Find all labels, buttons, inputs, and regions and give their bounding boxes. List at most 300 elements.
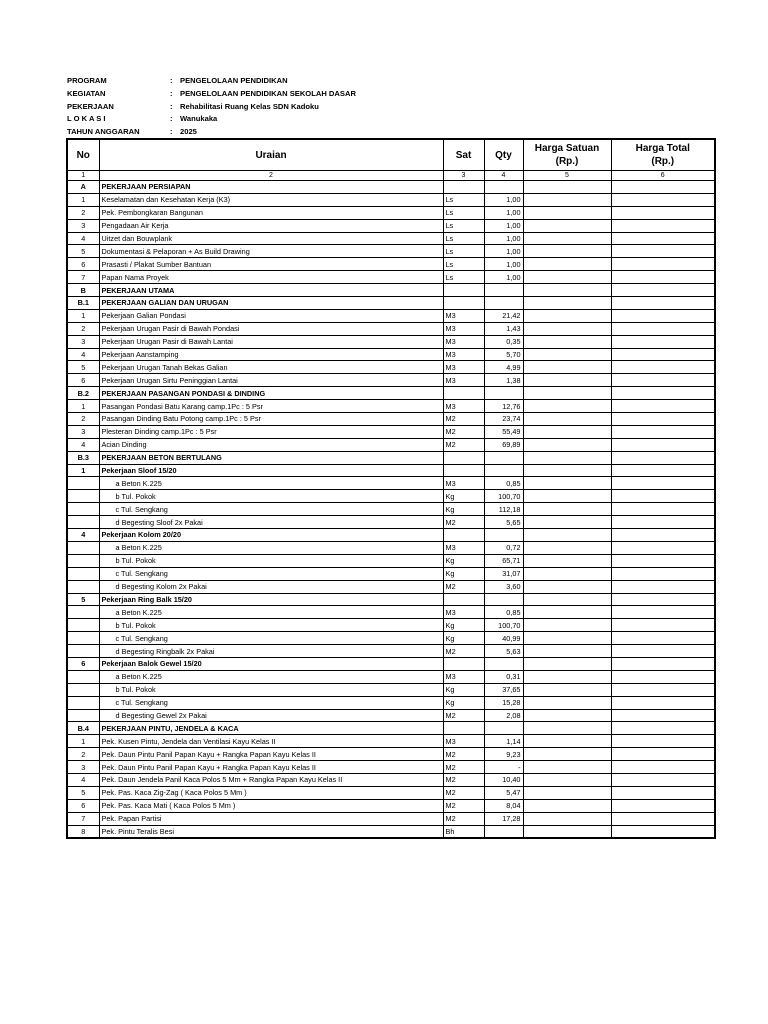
- row-no: [67, 696, 99, 709]
- row-uraian: Pek. Pintu Teralis Besi: [99, 825, 443, 838]
- row-sat: M2: [443, 425, 484, 438]
- row-sat: Ls: [443, 219, 484, 232]
- header-field: [67, 113, 667, 126]
- row-no: 5: [67, 786, 99, 799]
- row-qty: 2,08: [484, 709, 523, 722]
- table-row: [67, 748, 715, 761]
- row-uraian: Pekerjaan Sloof 15/20: [99, 464, 443, 477]
- table-row: [67, 284, 715, 297]
- row-uraian: Pekerjaan Urugan Tanah Bekas Galian: [99, 361, 443, 374]
- row-no: [67, 580, 99, 593]
- row-uraian: Pek. Pas. Kaca Mati ( Kaca Polos 5 Mm ): [99, 799, 443, 812]
- row-harga-satuan: [523, 748, 611, 761]
- col-number: 2: [99, 171, 443, 181]
- col-no-header: No: [67, 139, 99, 171]
- header-field-label: PEKERJAAN: [67, 101, 114, 111]
- row-harga-satuan: [523, 645, 611, 658]
- row-qty: 65,71: [484, 554, 523, 567]
- row-no: 8: [67, 825, 99, 838]
- row-harga-total: [611, 451, 715, 464]
- row-qty: 8,04: [484, 799, 523, 812]
- row-sat: Kg: [443, 696, 484, 709]
- row-no: 1: [67, 193, 99, 206]
- row-uraian: Pekerjaan Balok Gewel 15/20: [99, 657, 443, 670]
- row-harga-total: [611, 309, 715, 322]
- row-sat: [443, 387, 484, 400]
- row-qty: 15,28: [484, 696, 523, 709]
- row-no: [67, 683, 99, 696]
- row-sat: Kg: [443, 554, 484, 567]
- row-uraian: Pek. Daun Pintu Panil Papan Kayu + Rangka Papan Kayu Kelas II: [99, 748, 443, 761]
- row-harga-satuan: [523, 374, 611, 387]
- row-harga-satuan: [523, 297, 611, 310]
- row-uraian: Pasangan Dinding Batu Potong camp.1Pc : 5 Psr: [99, 413, 443, 426]
- header-field-colon: :: [170, 101, 173, 111]
- row-qty: 5,70: [484, 348, 523, 361]
- row-harga-satuan: [523, 322, 611, 335]
- row-sat: M2: [443, 812, 484, 825]
- row-no: 1: [67, 400, 99, 413]
- row-qty: 1,00: [484, 271, 523, 284]
- row-harga-total: [611, 567, 715, 580]
- row-harga-total: [611, 632, 715, 645]
- row-uraian: Pasangan Pondasi Batu Karang camp.1Pc : 5 Psr: [99, 400, 443, 413]
- row-uraian: d Begesting Sloof 2x Pakai: [99, 516, 443, 529]
- row-uraian: Pekerjaan Ring Balk 15/20: [99, 593, 443, 606]
- table-row: [67, 773, 715, 786]
- row-harga-total: [611, 812, 715, 825]
- table-row: [67, 322, 715, 335]
- row-no: 7: [67, 271, 99, 284]
- row-harga-total: [611, 619, 715, 632]
- row-qty: [484, 181, 523, 194]
- row-no: 4: [67, 438, 99, 451]
- header-field-value: PENGELOLAAN PENDIDIKAN: [180, 76, 288, 85]
- row-no: [67, 606, 99, 619]
- row-uraian: b Tul. Pokok: [99, 490, 443, 503]
- row-harga-satuan: [523, 258, 611, 271]
- row-no: 5: [67, 361, 99, 374]
- row-harga-satuan: [523, 361, 611, 374]
- row-qty: 12,76: [484, 400, 523, 413]
- table-row: [67, 722, 715, 735]
- row-harga-satuan: [523, 812, 611, 825]
- row-qty: -: [484, 761, 523, 774]
- row-harga-total: [611, 271, 715, 284]
- row-uraian: PEKERJAAN GALIAN DAN URUGAN: [99, 297, 443, 310]
- row-sat: [443, 284, 484, 297]
- table-row: [67, 181, 715, 194]
- table-row: [67, 438, 715, 451]
- row-harga-satuan: [523, 438, 611, 451]
- row-harga-total: [611, 503, 715, 516]
- row-qty: 100,70: [484, 490, 523, 503]
- header-field-label: PROGRAM: [67, 76, 107, 85]
- row-uraian: d Begesting Kolom 2x Pakai: [99, 580, 443, 593]
- table-row: [67, 735, 715, 748]
- row-harga-total: [611, 193, 715, 206]
- row-harga-total: [611, 464, 715, 477]
- table-row: [67, 516, 715, 529]
- row-uraian: Dokumentasi & Pelaporan + As Build Drawing: [99, 245, 443, 258]
- row-sat: [443, 181, 484, 194]
- row-harga-total: [611, 232, 715, 245]
- row-sat: [443, 593, 484, 606]
- row-no: [67, 541, 99, 554]
- row-harga-total: [611, 490, 715, 503]
- row-harga-total: [611, 335, 715, 348]
- row-harga-satuan: [523, 709, 611, 722]
- table-row: [67, 645, 715, 658]
- row-sat: Bh: [443, 825, 484, 838]
- row-qty: 1,00: [484, 258, 523, 271]
- header-field: [67, 88, 667, 101]
- row-harga-satuan: [523, 348, 611, 361]
- row-harga-satuan: [523, 387, 611, 400]
- table-row: [67, 696, 715, 709]
- row-no: 2: [67, 748, 99, 761]
- row-sat: M2: [443, 438, 484, 451]
- header-field-colon: :: [170, 127, 173, 137]
- col-uraian-header: Uraian: [99, 139, 443, 171]
- row-uraian: Acian Dinding: [99, 438, 443, 451]
- row-sat: M3: [443, 348, 484, 361]
- header-field-colon: :: [170, 114, 173, 124]
- col-number: 6: [611, 171, 715, 181]
- header-field-value: Wanukaka: [180, 114, 218, 124]
- row-harga-satuan: [523, 477, 611, 490]
- col-number: 5: [523, 171, 611, 181]
- row-sat: M3: [443, 322, 484, 335]
- row-harga-total: [611, 284, 715, 297]
- row-qty: 37,65: [484, 683, 523, 696]
- row-no: [67, 567, 99, 580]
- row-harga-total: [611, 348, 715, 361]
- row-harga-satuan: [523, 799, 611, 812]
- header-field-colon: :: [170, 88, 173, 98]
- row-sat: Ls: [443, 271, 484, 284]
- table-row: [67, 670, 715, 683]
- row-qty: 21,42: [484, 309, 523, 322]
- table-row: [67, 271, 715, 284]
- row-harga-total: [611, 799, 715, 812]
- row-no: 6: [67, 374, 99, 387]
- row-uraian: Uitzet dan Bouwplank: [99, 232, 443, 245]
- row-harga-satuan: [523, 580, 611, 593]
- row-harga-total: [611, 786, 715, 799]
- row-qty: 1,00: [484, 219, 523, 232]
- row-harga-total: [611, 606, 715, 619]
- row-qty: 100,70: [484, 619, 523, 632]
- row-qty: 1,00: [484, 206, 523, 219]
- row-harga-satuan: [523, 400, 611, 413]
- row-harga-satuan: [523, 219, 611, 232]
- row-uraian: c Tul. Sengkang: [99, 632, 443, 645]
- row-qty: 23,74: [484, 413, 523, 426]
- table-row: [67, 245, 715, 258]
- row-harga-satuan: [523, 696, 611, 709]
- table-row: [67, 657, 715, 670]
- row-harga-satuan: [523, 206, 611, 219]
- row-no: B.4: [67, 722, 99, 735]
- row-qty: 69,89: [484, 438, 523, 451]
- row-uraian: Keselamatan dan Kesehatan Kerja (K3): [99, 193, 443, 206]
- row-sat: M3: [443, 541, 484, 554]
- row-harga-total: [611, 657, 715, 670]
- row-harga-total: [611, 735, 715, 748]
- row-uraian: Plesteran Dinding camp.1Pc : 5 Psr: [99, 425, 443, 438]
- row-sat: M2: [443, 516, 484, 529]
- col-harga-satuan-header: Harga Satuan (Rp.): [523, 139, 611, 171]
- row-qty: 1,00: [484, 232, 523, 245]
- row-no: 1: [67, 735, 99, 748]
- row-uraian: Pekerjaan Kolom 20/20: [99, 529, 443, 542]
- table-row: [67, 593, 715, 606]
- row-qty: [484, 284, 523, 297]
- row-harga-total: [611, 245, 715, 258]
- row-sat: M2: [443, 413, 484, 426]
- row-harga-satuan: [523, 735, 611, 748]
- row-no: 1: [67, 464, 99, 477]
- row-qty: 5,65: [484, 516, 523, 529]
- row-qty: 9,23: [484, 748, 523, 761]
- row-sat: M3: [443, 606, 484, 619]
- row-uraian: Pengadaan Air Kerja: [99, 219, 443, 232]
- row-qty: 1,00: [484, 193, 523, 206]
- row-sat: [443, 722, 484, 735]
- row-uraian: PEKERJAAN PASANGAN PONDASI & DINDING: [99, 387, 443, 400]
- row-no: 4: [67, 232, 99, 245]
- row-no: A: [67, 181, 99, 194]
- table-row: [67, 580, 715, 593]
- row-harga-satuan: [523, 773, 611, 786]
- row-harga-total: [611, 477, 715, 490]
- row-harga-total: [611, 696, 715, 709]
- row-uraian: Pek. Daun Pintu Panil Papan Kayu + Rangka Papan Kayu Kelas II: [99, 761, 443, 774]
- table-row: [67, 232, 715, 245]
- row-sat: [443, 657, 484, 670]
- row-qty: [484, 657, 523, 670]
- row-no: 4: [67, 529, 99, 542]
- table-row: [67, 297, 715, 310]
- row-sat: M2: [443, 748, 484, 761]
- row-qty: 3,60: [484, 580, 523, 593]
- row-qty: 0,85: [484, 606, 523, 619]
- row-sat: M3: [443, 735, 484, 748]
- document-header: [67, 75, 667, 139]
- table-row: [67, 683, 715, 696]
- col-qty-header: Qty: [484, 139, 523, 171]
- row-no: 5: [67, 245, 99, 258]
- row-no: 6: [67, 657, 99, 670]
- row-harga-total: [611, 670, 715, 683]
- row-no: [67, 709, 99, 722]
- row-qty: 0,85: [484, 477, 523, 490]
- row-qty: [484, 451, 523, 464]
- row-harga-satuan: [523, 593, 611, 606]
- row-qty: [484, 297, 523, 310]
- row-harga-total: [611, 722, 715, 735]
- row-sat: M3: [443, 335, 484, 348]
- row-uraian: b Tul. Pokok: [99, 554, 443, 567]
- row-harga-total: [611, 773, 715, 786]
- table-row: [67, 348, 715, 361]
- row-harga-total: [611, 529, 715, 542]
- row-sat: Ls: [443, 245, 484, 258]
- row-harga-satuan: [523, 490, 611, 503]
- row-qty: 0,72: [484, 541, 523, 554]
- row-harga-total: [611, 400, 715, 413]
- row-no: [67, 645, 99, 658]
- row-sat: M2: [443, 786, 484, 799]
- table-row: [67, 619, 715, 632]
- row-uraian: Pekerjaan Galian Pondasi: [99, 309, 443, 322]
- table-row: [67, 529, 715, 542]
- table-row: [67, 335, 715, 348]
- row-harga-satuan: [523, 413, 611, 426]
- row-no: 3: [67, 761, 99, 774]
- table-row: [67, 413, 715, 426]
- row-qty: 4,99: [484, 361, 523, 374]
- row-sat: Kg: [443, 632, 484, 645]
- row-qty: [484, 593, 523, 606]
- table-row: [67, 503, 715, 516]
- row-uraian: a Beton K.225: [99, 670, 443, 683]
- row-harga-total: [611, 438, 715, 451]
- row-uraian: a Beton K.225: [99, 477, 443, 490]
- table-row: [67, 761, 715, 774]
- table-row: [67, 451, 715, 464]
- row-qty: [484, 387, 523, 400]
- row-sat: Ls: [443, 206, 484, 219]
- header-field-value: 2025: [180, 127, 197, 137]
- table-header-row: [67, 139, 715, 171]
- row-harga-total: [611, 374, 715, 387]
- row-sat: M3: [443, 477, 484, 490]
- row-qty: [484, 464, 523, 477]
- row-sat: Kg: [443, 503, 484, 516]
- row-qty: 10,40: [484, 773, 523, 786]
- col-sat-header: Sat: [443, 139, 484, 171]
- row-uraian: c Tul. Sengkang: [99, 503, 443, 516]
- row-sat: Ls: [443, 258, 484, 271]
- header-field: [67, 101, 667, 114]
- row-uraian: Pekerjaan Aanstamping: [99, 348, 443, 361]
- table-row: [67, 374, 715, 387]
- row-harga-total: [611, 709, 715, 722]
- row-qty: [484, 825, 523, 838]
- row-harga-total: [611, 645, 715, 658]
- col-number: 3: [443, 171, 484, 181]
- column-number-row: [67, 171, 715, 181]
- row-no: 1: [67, 309, 99, 322]
- row-no: 7: [67, 812, 99, 825]
- row-sat: M3: [443, 361, 484, 374]
- row-sat: Kg: [443, 619, 484, 632]
- row-qty: 0,31: [484, 670, 523, 683]
- row-uraian: d Begesting Ringbalk 2x Pakai: [99, 645, 443, 658]
- row-harga-satuan: [523, 606, 611, 619]
- table-row: [67, 567, 715, 580]
- row-harga-satuan: [523, 516, 611, 529]
- row-harga-satuan: [523, 503, 611, 516]
- rab-table: [66, 138, 716, 839]
- row-qty: 5,47: [484, 786, 523, 799]
- row-uraian: Pekerjaan Urugan Pasir di Bawah Pondasi: [99, 322, 443, 335]
- row-uraian: Pek. Pas. Kaca Zig-Zag ( Kaca Polos 5 Mm ): [99, 786, 443, 799]
- header-field-value: Rehabilitasi Ruang Kelas SDN Kadoku: [180, 101, 319, 111]
- row-harga-satuan: [523, 529, 611, 542]
- row-uraian: PEKERJAAN UTAMA: [99, 284, 443, 297]
- row-harga-satuan: [523, 193, 611, 206]
- row-harga-total: [611, 413, 715, 426]
- row-harga-satuan: [523, 567, 611, 580]
- row-harga-satuan: [523, 670, 611, 683]
- row-uraian: a Beton K.225: [99, 541, 443, 554]
- row-harga-satuan: [523, 683, 611, 696]
- table-row: [67, 193, 715, 206]
- table-row: [67, 554, 715, 567]
- row-uraian: Pekerjaan Urugan Pasir di Bawah Lantai: [99, 335, 443, 348]
- table-row: [67, 786, 715, 799]
- row-qty: 5,63: [484, 645, 523, 658]
- row-sat: Kg: [443, 567, 484, 580]
- row-qty: 1,00: [484, 245, 523, 258]
- table-row: [67, 541, 715, 554]
- table-row: [67, 709, 715, 722]
- row-sat: M2: [443, 761, 484, 774]
- row-uraian: PEKERJAAN BETON BERTULANG: [99, 451, 443, 464]
- row-uraian: c Tul. Sengkang: [99, 696, 443, 709]
- row-sat: Ls: [443, 232, 484, 245]
- row-sat: Ls: [443, 193, 484, 206]
- row-uraian: c Tul. Sengkang: [99, 567, 443, 580]
- row-harga-satuan: [523, 632, 611, 645]
- row-no: B.1: [67, 297, 99, 310]
- row-harga-total: [611, 361, 715, 374]
- row-no: [67, 490, 99, 503]
- table-row: [67, 490, 715, 503]
- row-no: 3: [67, 219, 99, 232]
- table-row: [67, 400, 715, 413]
- row-qty: 1,14: [484, 735, 523, 748]
- row-harga-total: [611, 683, 715, 696]
- row-qty: 17,28: [484, 812, 523, 825]
- row-sat: M3: [443, 309, 484, 322]
- row-sat: M2: [443, 645, 484, 658]
- table-row: [67, 387, 715, 400]
- row-harga-satuan: [523, 335, 611, 348]
- row-sat: M3: [443, 400, 484, 413]
- row-no: 6: [67, 258, 99, 271]
- row-no: [67, 632, 99, 645]
- row-sat: [443, 297, 484, 310]
- row-sat: M3: [443, 374, 484, 387]
- row-no: [67, 670, 99, 683]
- row-harga-total: [611, 554, 715, 567]
- row-harga-satuan: [523, 464, 611, 477]
- row-no: B: [67, 284, 99, 297]
- header-field-value: PENGELOLAAN PENDIDIKAN SEKOLAH DASAR: [180, 88, 356, 98]
- table-row: [67, 219, 715, 232]
- table-row: [67, 425, 715, 438]
- row-uraian: Papan Nama Proyek: [99, 271, 443, 284]
- table-row: [67, 632, 715, 645]
- row-harga-satuan: [523, 232, 611, 245]
- row-qty: 55,49: [484, 425, 523, 438]
- row-uraian: PEKERJAAN PINTU, JENDELA & KACA: [99, 722, 443, 735]
- row-harga-satuan: [523, 425, 611, 438]
